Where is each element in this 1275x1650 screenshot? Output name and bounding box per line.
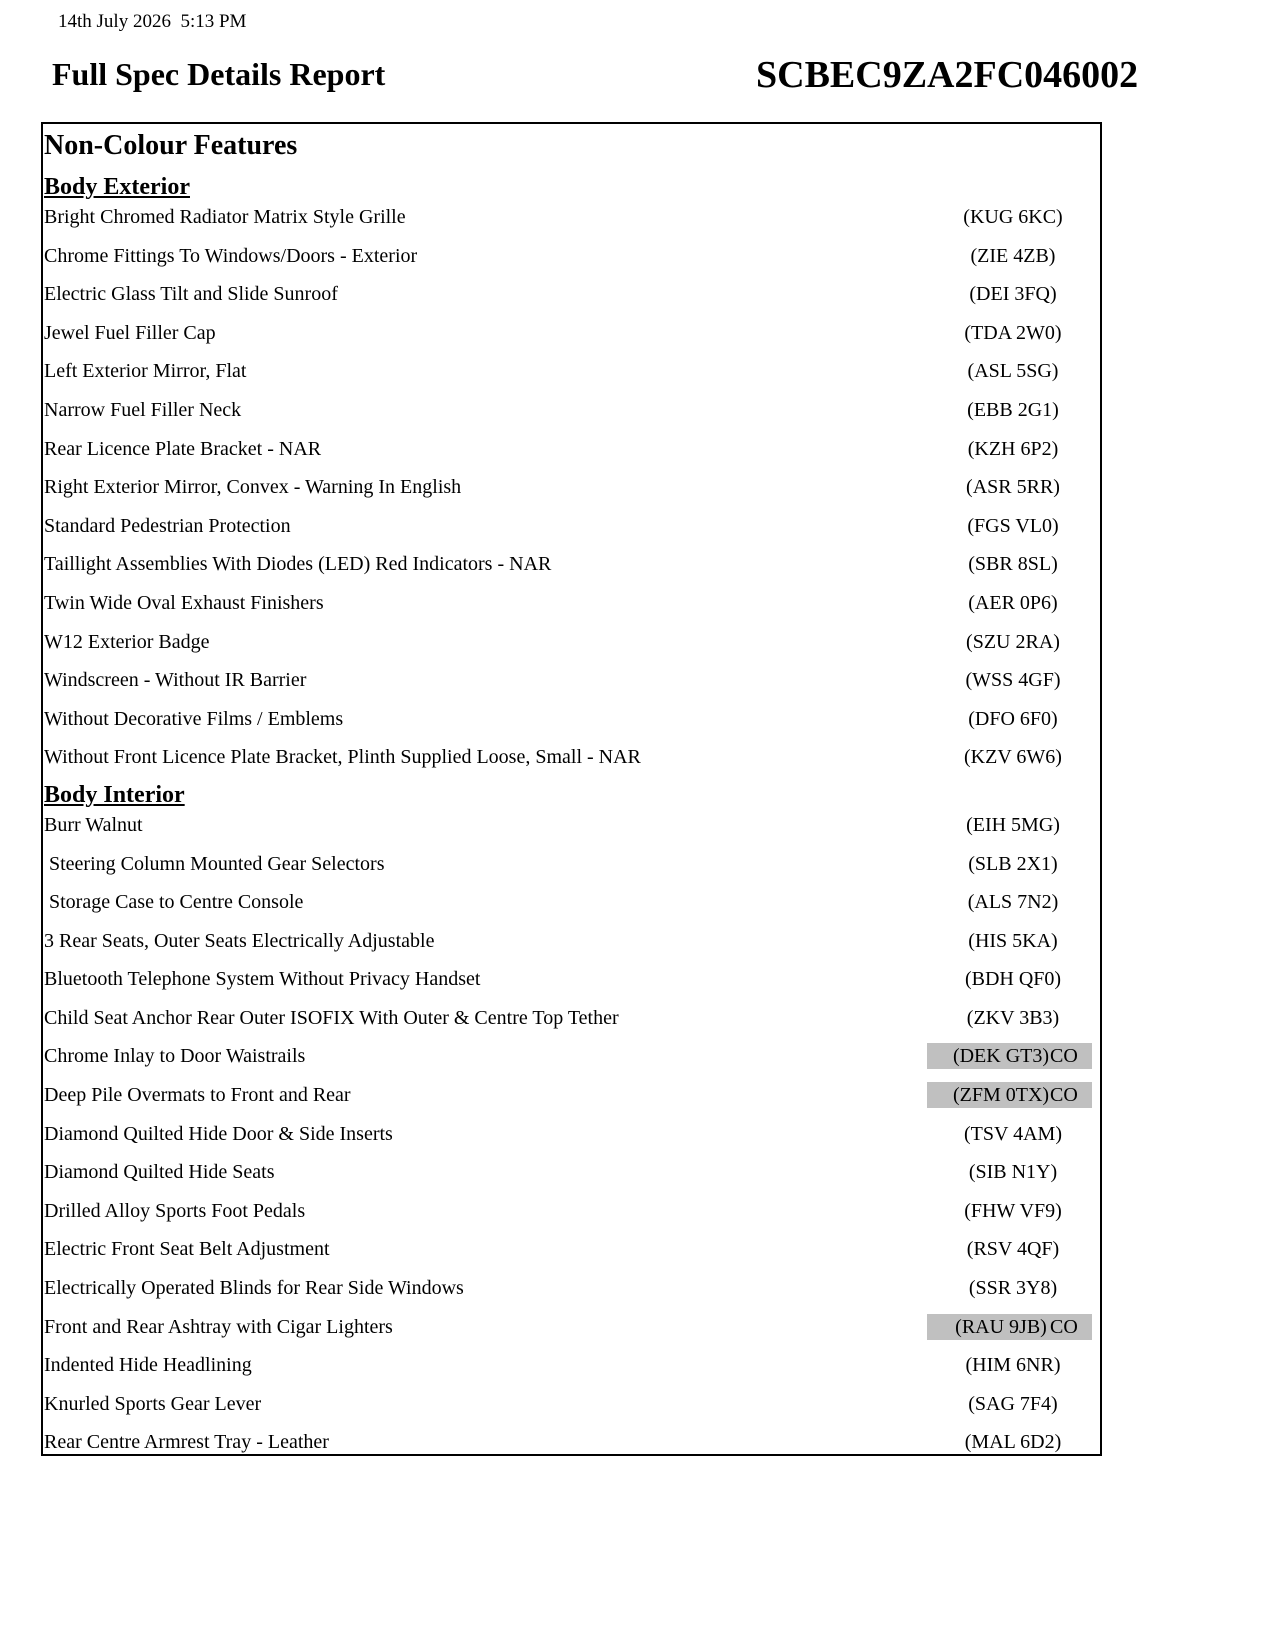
feature-row xyxy=(43,318,1100,357)
feature-code: (EBB 2G1) xyxy=(967,398,1059,421)
feature-row xyxy=(43,627,1100,666)
feature-code: (KZH 6P2) xyxy=(967,437,1059,460)
feature-name: Rear Licence Plate Bracket - NAR xyxy=(44,437,322,460)
feature-name: Taillight Assemblies With Diodes (LED) Red Indicators - NAR xyxy=(44,553,552,576)
feature-code: (HIS 5KA) xyxy=(968,929,1058,952)
feature-name: Standard Pedestrian Protection xyxy=(44,514,291,537)
feature-name: Windscreen - Without IR Barrier xyxy=(44,669,307,692)
feature-code: (ZFM 0TX) xyxy=(952,1084,1050,1107)
feature-name: W12 Exterior Badge xyxy=(44,630,210,653)
report-title: Full Spec Details Report xyxy=(52,56,386,92)
feature-name: Knurled Sports Gear Lever xyxy=(44,1392,262,1415)
feature-code: (SAG 7F4) xyxy=(968,1392,1058,1415)
feature-name: Burr Walnut xyxy=(44,813,143,836)
feature-code: (MAL 6D2) xyxy=(964,1431,1062,1454)
feature-code: (ASL 5SG) xyxy=(967,360,1059,383)
feature-name: Child Seat Anchor Rear Outer ISOFIX With Outer & Centre Top Tether xyxy=(44,1006,619,1029)
feature-code: (DEK GT3) xyxy=(952,1045,1050,1068)
feature-row xyxy=(43,1157,1100,1196)
feature-name: Front and Rear Ashtray with Cigar Lighters xyxy=(44,1315,393,1338)
feature-row xyxy=(43,1196,1100,1235)
feature-code: (HIM 6NR) xyxy=(965,1354,1061,1377)
feature-code: (SSR 3Y8) xyxy=(968,1277,1058,1300)
feature-row xyxy=(43,849,1100,888)
feature-row xyxy=(43,665,1100,704)
feature-row xyxy=(43,926,1100,965)
feature-row xyxy=(43,1427,1100,1466)
feature-row xyxy=(43,1234,1100,1273)
feature-code: (SBR 8SL) xyxy=(968,553,1058,576)
feature-name: Storage Case to Centre Console xyxy=(44,891,304,914)
feature-code: (ALS 7N2) xyxy=(967,891,1059,914)
feature-code: (RAU 9JB) xyxy=(955,1315,1047,1338)
feature-code: (DEI 3FQ) xyxy=(969,283,1057,306)
feature-row xyxy=(43,434,1100,473)
feature-name: Bluetooth Telephone System Without Privacy Handset xyxy=(44,968,481,991)
feature-row xyxy=(43,964,1100,1003)
feature-row xyxy=(43,511,1100,550)
feature-row xyxy=(43,1312,1100,1351)
feature-code: (SZU 2RA) xyxy=(966,630,1060,653)
feature-code: (KUG 6KC) xyxy=(963,206,1063,228)
section-body-interior xyxy=(43,781,1100,1466)
features-box xyxy=(41,122,1102,1456)
feature-row xyxy=(43,1041,1100,1080)
feature-name: Jewel Fuel Filler Cap xyxy=(44,321,216,344)
feature-code: (FGS VL0) xyxy=(967,514,1059,537)
feature-flag: CO xyxy=(1050,1084,1078,1107)
feature-name: Diamond Quilted Hide Door & Side Inserts xyxy=(44,1122,393,1145)
feature-name: Without Decorative Films / Emblems xyxy=(44,707,344,730)
feature-code: (RSV 4QF) xyxy=(966,1238,1060,1261)
feature-name: Electric Glass Tilt and Slide Sunroof xyxy=(44,283,338,306)
feature-row xyxy=(43,1350,1100,1389)
feature-name: Bright Chromed Radiator Matrix Style Grille xyxy=(44,206,406,228)
main-heading: Non-Colour Features xyxy=(44,130,298,161)
feature-code: (TSV 4AM) xyxy=(964,1122,1062,1145)
feature-name: Electric Front Seat Belt Adjustment xyxy=(44,1238,330,1261)
feature-row xyxy=(43,887,1100,926)
feature-row xyxy=(43,810,1100,849)
feature-row xyxy=(43,1273,1100,1312)
feature-row xyxy=(43,241,1100,280)
section-heading: Body Exterior xyxy=(44,174,190,200)
feature-code: (WSS 4GF) xyxy=(965,669,1061,692)
feature-name: Electrically Operated Blinds for Rear Side Windows xyxy=(44,1277,464,1300)
feature-row xyxy=(43,472,1100,511)
feature-code: (SLB 2X1) xyxy=(968,852,1058,875)
timestamp: 14th July 2026 5:13 PM xyxy=(58,11,247,32)
feature-name: Without Front Licence Plate Bracket, Plinth Supplied Loose, Small - NAR xyxy=(44,746,641,769)
feature-code: (BDH QF0) xyxy=(964,968,1062,991)
feature-row xyxy=(43,202,1100,241)
section-heading: Body Interior xyxy=(44,781,185,808)
feature-row xyxy=(43,395,1100,434)
feature-row xyxy=(43,356,1100,395)
feature-code: (FHW VF9) xyxy=(964,1199,1062,1222)
feature-name: 3 Rear Seats, Outer Seats Electrically Adjustable xyxy=(44,929,435,952)
feature-row xyxy=(43,704,1100,743)
feature-sections xyxy=(43,173,1100,1466)
feature-row xyxy=(43,1003,1100,1042)
feature-name: Rear Centre Armrest Tray - Leather xyxy=(44,1431,329,1454)
feature-name: Narrow Fuel Filler Neck xyxy=(44,398,242,421)
feature-flag: CO xyxy=(1050,1315,1078,1338)
feature-row xyxy=(43,1389,1100,1428)
vin-number: SCBEC9ZA2FC046002 xyxy=(756,54,1139,96)
feature-name: Twin Wide Oval Exhaust Finishers xyxy=(44,591,324,614)
feature-name: Steering Column Mounted Gear Selectors xyxy=(44,852,385,875)
feature-name: Chrome Inlay to Door Waistrails xyxy=(44,1045,306,1068)
feature-code: (ZIE 4ZB) xyxy=(970,244,1056,267)
feature-name: Diamond Quilted Hide Seats xyxy=(44,1161,275,1184)
feature-name: Deep Pile Overmats to Front and Rear xyxy=(44,1084,351,1107)
feature-name: Left Exterior Mirror, Flat xyxy=(44,360,247,383)
feature-code: (ASR 5RR) xyxy=(966,476,1060,499)
feature-row xyxy=(43,549,1100,588)
feature-code: (TDA 2W0) xyxy=(964,321,1062,344)
feature-flag: CO xyxy=(1050,1045,1078,1068)
feature-row xyxy=(43,279,1100,318)
feature-row xyxy=(43,1080,1100,1119)
feature-row xyxy=(43,742,1100,781)
feature-code: (KZV 6W6) xyxy=(964,746,1062,769)
section-body-exterior xyxy=(43,173,1100,781)
feature-code: (AER 0P6) xyxy=(968,591,1058,614)
feature-name: Chrome Fittings To Windows/Doors - Exterior xyxy=(44,244,418,267)
feature-row xyxy=(43,588,1100,627)
feature-code: (EIH 5MG) xyxy=(966,813,1060,836)
feature-row xyxy=(43,1119,1100,1158)
feature-code: (ZKV 3B3) xyxy=(966,1006,1060,1029)
feature-name: Right Exterior Mirror, Convex - Warning In English xyxy=(44,476,462,499)
feature-name: Drilled Alloy Sports Foot Pedals xyxy=(44,1199,306,1222)
feature-name: Indented Hide Headlining xyxy=(44,1354,252,1377)
feature-code: (SIB N1Y) xyxy=(968,1161,1058,1184)
feature-code: (DFO 6F0) xyxy=(968,707,1058,730)
